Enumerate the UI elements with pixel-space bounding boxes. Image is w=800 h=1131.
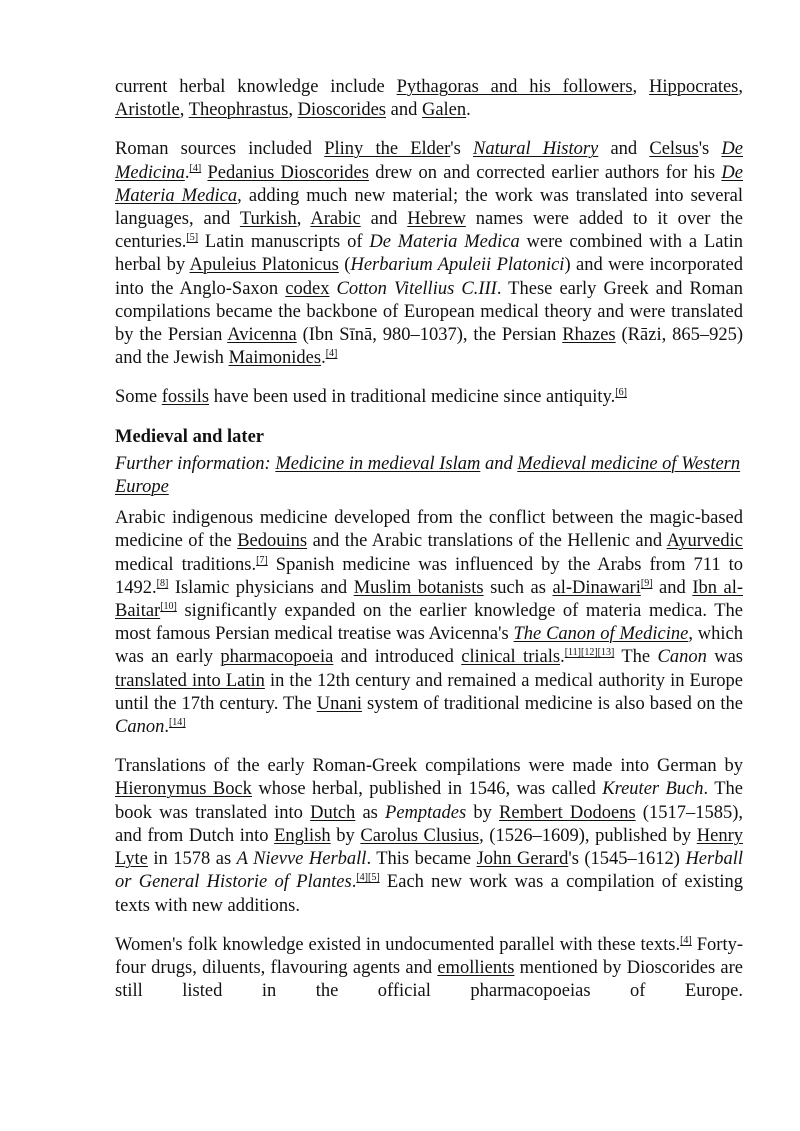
text: and — [360, 209, 408, 230]
link-theophrastus[interactable]: Theophrastus — [188, 100, 289, 121]
citation-ref[interactable] — [169, 717, 186, 728]
text: . The book was translated into — [115, 779, 743, 823]
text: mentioned by Dioscorides are still listed in the official pharmacopoeias of Europe. — [115, 957, 743, 1002]
citation-label[interactable]: [11] — [564, 647, 581, 659]
link-avicenna[interactable]: Avicenna — [227, 325, 297, 346]
link-hieronymus-bock[interactable]: Hieronymus Bock — [115, 779, 252, 800]
text: was — [706, 647, 743, 668]
text: as — [355, 802, 386, 823]
text: 's — [698, 139, 722, 160]
link-clinical-trials[interactable]: clinical trials — [461, 647, 561, 668]
text: , — [296, 209, 311, 230]
text: and — [480, 453, 518, 474]
link-emollients[interactable]: emollients — [437, 957, 515, 978]
text: and — [652, 577, 693, 598]
link-rhazes[interactable]: Rhazes — [562, 325, 616, 346]
text: drew on and corrected earlier authors for his — [368, 162, 722, 183]
link-hebrew[interactable]: Hebrew — [407, 209, 466, 230]
text: were combined with a Latin herbal by — [115, 232, 743, 276]
link-english[interactable]: English — [274, 825, 331, 846]
italic-title: De Materia Medica — [115, 162, 743, 206]
link-arabic[interactable]: Arabic — [310, 209, 361, 230]
text: significantly expanded on the earlier knowledge of materia medica. The most famous Persian medical treatise was Avicenna's — [115, 601, 743, 645]
link-carolus-clusius[interactable]: Carolus Clusius — [360, 825, 480, 846]
text: such as — [483, 577, 553, 598]
text: 's — [450, 139, 474, 160]
citation-label[interactable]: [4] — [189, 162, 202, 174]
link-codex[interactable]: codex — [285, 278, 330, 299]
link-henry-lyte[interactable]: Henry Lyte — [115, 825, 744, 870]
link-aristotle[interactable]: Aristotle — [115, 100, 180, 121]
paragraph-herbal-knowledge — [115, 76, 743, 122]
italic-title: The Canon of Medicine — [513, 624, 689, 645]
paragraph-arabic-medicine — [115, 507, 743, 739]
text: . — [560, 647, 565, 668]
paragraph-fossils — [115, 386, 743, 409]
link-canon-of-medicine[interactable] — [514, 624, 689, 644]
text: (Ibn Sīnā, 980–1037), the Persian — [296, 325, 563, 346]
text: , (1526–1609), published by — [479, 825, 697, 846]
italic-title: De Materia Medica — [369, 232, 520, 253]
link-hippocrates[interactable]: Hippocrates — [649, 77, 739, 97]
italic-title: A Nievve Herball — [236, 849, 367, 870]
text: Each new work was a compilation of existing texts with new additions. — [115, 872, 743, 916]
citation-ref[interactable] — [356, 872, 368, 883]
text: and — [385, 100, 422, 121]
italic-title: Herbarium Apuleii Platonici — [350, 255, 565, 276]
link-galen[interactable]: Galen — [421, 100, 467, 121]
text: . — [351, 872, 357, 893]
citation-label[interactable]: [8] — [156, 577, 169, 589]
text: by — [330, 825, 361, 846]
citation-ref[interactable] — [641, 578, 653, 589]
citation-label[interactable]: [5] — [367, 872, 380, 884]
link-translated-into-latin[interactable]: translated into Latin — [115, 670, 265, 691]
citation-ref[interactable] — [190, 162, 202, 173]
italic-title: De Medicina — [115, 139, 743, 183]
link-natural-history[interactable] — [473, 139, 598, 159]
text: system of traditional medicine is also based on the — [361, 693, 743, 714]
text: ( — [338, 255, 351, 276]
link-medicine-in-medieval-islam[interactable]: Medicine in medieval Islam — [275, 453, 481, 474]
link-pythagoras[interactable]: Pythagoras and his followers — [396, 77, 633, 97]
text: ) and were incorporated into the Anglo-Saxon — [115, 255, 743, 299]
text: and — [598, 139, 650, 160]
citation-label[interactable]: [9] — [640, 577, 653, 589]
text: . — [184, 162, 190, 183]
text: and introduced — [333, 647, 462, 668]
link-dutch[interactable]: Dutch — [310, 802, 356, 823]
link-john-gerard[interactable]: John Gerard — [476, 849, 569, 870]
link-unani[interactable]: Unani — [316, 693, 362, 714]
citation-label[interactable]: [10] — [160, 600, 177, 612]
citation-label[interactable]: [13] — [597, 647, 615, 659]
article-body — [115, 76, 743, 1019]
link-ibn-al-baitar[interactable]: Ibn al-Baitar — [115, 577, 744, 622]
link-rembert-dodoens[interactable]: Rembert Dodoens — [499, 802, 636, 823]
link-pedanius-dioscorides[interactable]: Pedanius Dioscorides — [207, 162, 369, 183]
text: . These early Greek and Roman compilations became the backbone of European medical theory and were translated by the Persian — [115, 278, 743, 346]
citation-ref[interactable] — [368, 872, 380, 883]
citation-label[interactable]: [7] — [256, 554, 268, 566]
italic-title: Canon — [115, 717, 165, 738]
text: in 1578 as — [147, 849, 237, 870]
text: have been used in traditional medicine since antiquity. — [209, 387, 616, 408]
text: (1517–1585), and from Dutch into — [115, 802, 743, 846]
text: whose herbal, published in 1546, was called — [251, 779, 603, 800]
link-bedouins[interactable]: Bedouins — [237, 531, 308, 552]
text: in the 12th century and remained a medical authority in Europe until the 17th century. The — [115, 670, 743, 714]
citation-ref[interactable] — [186, 232, 198, 243]
link-ayurvedic[interactable]: Ayurvedic — [666, 531, 743, 552]
text: 's (1545–1612) — [568, 849, 686, 870]
citation-label[interactable]: [14] — [168, 716, 186, 728]
citation-ref[interactable] — [326, 348, 338, 359]
text: Spanish medicine was influenced by the Arabs from 711 to 1492. — [115, 554, 743, 598]
citation-label[interactable]: [12] — [580, 647, 598, 659]
citation-ref[interactable] — [157, 578, 169, 589]
italic-title: Cotton Vitellius C.III — [336, 278, 497, 299]
text: Women's folk knowledge existed in undocumented parallel with these texts. — [115, 934, 681, 955]
link-fossils[interactable]: fossils — [161, 387, 210, 408]
link-apuleius-platonicus[interactable]: Apuleius Platonicus — [189, 255, 339, 276]
text: , — [632, 77, 649, 97]
text: . — [164, 717, 169, 738]
citation-label[interactable]: [4] — [325, 348, 338, 360]
link-celsus[interactable]: Celsus — [649, 139, 699, 160]
text: medical traditions. — [115, 554, 257, 575]
citation-ref[interactable] — [615, 387, 627, 398]
text: (Rāzi, 865–925) and the Jewish — [115, 325, 744, 369]
italic-title: Natural History — [473, 139, 599, 160]
paragraph-roman-sources — [115, 138, 743, 370]
citation-ref[interactable] — [565, 647, 615, 658]
text — [329, 279, 336, 299]
text: names were added to it over the centuries. — [115, 209, 743, 253]
link-dioscorides[interactable]: Dioscorides — [297, 100, 386, 121]
citation-label[interactable]: [4] — [356, 872, 368, 884]
text: The — [614, 647, 658, 668]
paragraph-womens-folk-knowledge — [115, 934, 743, 1004]
link-maimonides[interactable]: Maimonides — [228, 348, 322, 369]
citation-ref[interactable] — [256, 555, 268, 566]
text: Further information: — [115, 453, 276, 474]
text: . — [321, 348, 326, 369]
link-medieval-medicine-western-europe[interactable]: Medieval medicine of Western Europe — [115, 453, 741, 498]
link-muslim-botanists[interactable]: Muslim botanists — [353, 577, 484, 598]
text: , adding much new material; the work was translated into several languages, and — [115, 185, 743, 230]
italic-title: Herball or General Historie of Plantes — [115, 849, 743, 893]
text: Latin manuscripts of — [198, 232, 370, 253]
text: Islamic physicians and — [168, 577, 354, 598]
text: current herbal knowledge include — [115, 77, 397, 97]
text: . — [466, 100, 471, 121]
link-turkish[interactable]: Turkish — [239, 209, 297, 230]
italic-title: Canon — [657, 647, 707, 668]
text: Forty-four drugs, diluents, flavouring agents and — [115, 934, 743, 978]
text: . This became — [366, 849, 477, 870]
text: , — [179, 100, 189, 121]
text: , — [738, 77, 744, 97]
citation-label[interactable]: [5] — [186, 232, 199, 244]
link-pliny-the-elder[interactable]: Pliny the Elder — [324, 139, 451, 160]
citation-ref[interactable] — [680, 935, 692, 946]
text: Arabic indigenous medicine developed from the conflict between the magic-based medicine of the — [115, 508, 743, 552]
citation-label[interactable]: [4] — [680, 934, 692, 946]
italic-title: Kreuter Buch — [602, 779, 704, 800]
text: Roman sources included — [115, 139, 325, 160]
text: , which was an early — [115, 624, 743, 668]
link-al-dinawari[interactable]: al-Dinawari — [552, 577, 641, 598]
citation-label[interactable]: [6] — [615, 387, 627, 399]
text: , — [288, 100, 298, 121]
paragraph-translations — [115, 755, 743, 917]
citation-ref[interactable] — [160, 601, 177, 612]
link-pharmacopoeia[interactable]: pharmacopoeia — [220, 647, 334, 668]
text: Some — [115, 387, 162, 408]
text: and the Arabic translations of the Hellenic and — [307, 531, 667, 552]
text: by — [466, 802, 500, 823]
section-heading-medieval: Medieval and later — [115, 426, 265, 447]
hatnote-further-information — [115, 453, 743, 499]
italic-title: Pemptades — [385, 802, 467, 823]
text: Translations of the early Roman-Greek compilations were made into German by — [115, 756, 743, 777]
